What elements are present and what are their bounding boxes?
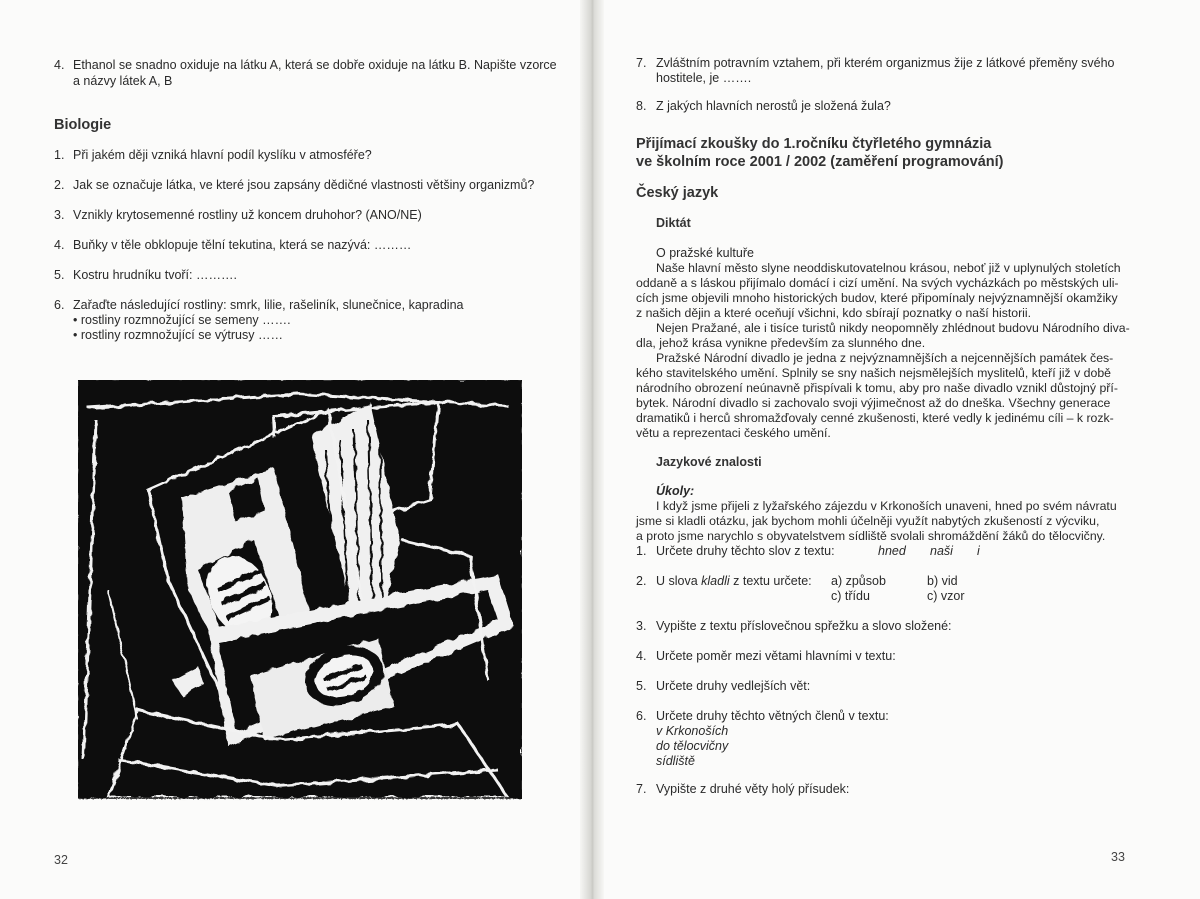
- q4-line2: a názvy látek A, B: [73, 74, 173, 88]
- bio-q2-number: 2.: [54, 178, 65, 192]
- task7-text: Vypište z druhé věty holý přísudek:: [656, 782, 850, 796]
- task2-option-c1: c) třídu: [831, 589, 870, 603]
- exam-heading-line2: ve školním roce 2001 / 2002 (zaměření programování): [636, 154, 1004, 170]
- bio-q5-text: Kostru hrudníku tvoří: ……….: [73, 268, 237, 282]
- q8-line1: Z jakých hlavních nerostů je složená žula?: [656, 99, 891, 113]
- tasks-intro-line2: jsme si kladli otázku, jak bychom mohli účelněji využít nabytých zkušeností z výcviku,: [636, 514, 1100, 529]
- bio-q3-number: 3.: [54, 208, 65, 222]
- dictation-p1-line4: z našich dějin a které oceňují všichni, kdo sbírají poznatky o naší historii.: [636, 306, 1032, 321]
- dictation-heading: Diktát: [656, 216, 691, 230]
- dictation-p1-line2: oddaně a s láskou přijímalo domácí i cizí umění. Na svých vycházkách po městských uli-: [636, 276, 1119, 291]
- task3-text: Vypište z textu příslovečnou spřežku a slovo složené:: [656, 619, 952, 633]
- dictation-p2-line2: dla, jehož krása vynikne především za slunného dne.: [636, 336, 926, 351]
- tasks-intro: [636, 499, 1117, 544]
- q8-number: 8.: [636, 99, 647, 113]
- q7-line2: hostitele, je …….: [656, 71, 752, 85]
- bio-q1-number: 1.: [54, 148, 65, 162]
- dictation-p3-line1: Pražské Národní divadlo je jedna z nejvýznamnějších a nejcennějších památek čes-: [656, 351, 1114, 365]
- task2-number: 2.: [636, 574, 647, 588]
- bio-q6-number: 6.: [54, 298, 65, 312]
- exam-heading-line1: Přijímací zkoušky do 1.ročníku čtyřletého gymnázia: [636, 136, 992, 152]
- dictation-paragraph-3: [636, 351, 1118, 442]
- left-page: [0, 0, 590, 899]
- task2-option-b: b) vid: [927, 574, 958, 588]
- task3-number: 3.: [636, 619, 647, 633]
- bio-q4-number: 4.: [54, 238, 65, 252]
- task5-text: Určete druhy vedlejších vět:: [656, 679, 811, 693]
- task4-number: 4.: [636, 649, 647, 663]
- bio-q6-bullet-seeds: • rostliny rozmnožující se semeny …….: [73, 313, 291, 327]
- task6-text: Určete druhy těchto větných členů v textu:: [656, 709, 889, 723]
- tasks-intro-line1: I když jsme přijeli z lyžařského zájezdu v Krkonoších unaveni, hned po svém návratu: [656, 499, 1117, 513]
- task1-word-hned: hned: [878, 544, 906, 558]
- page-number-left: 32: [54, 853, 68, 867]
- language-heading: Jazykové znalosti: [656, 455, 762, 469]
- task2-text: [656, 574, 812, 589]
- task2-word: kladli: [701, 574, 730, 588]
- task2-option-a: a) způsob: [831, 574, 886, 588]
- dictation-p3-line5: dramatiků i herců shromažďovaly cenné zkušenosti, které vedly k jedinému cíli – k rozk-: [636, 411, 1114, 426]
- dictation-paragraph-1: [636, 261, 1121, 321]
- task6-item-telocvicny: do tělocvičny: [656, 739, 729, 753]
- task5-number: 5.: [636, 679, 647, 693]
- bio-q6-bullet-spores: • rostliny rozmnožující se výtrusy ……: [73, 328, 283, 342]
- biology-heading: Biologie: [54, 117, 112, 133]
- task6-item-sidliste: sídliště: [656, 754, 695, 768]
- page-number-right: 33: [1111, 850, 1125, 864]
- bio-q6-text: Zařaďte následující rostliny: smrk, lilie, rašeliník, slunečnice, kapradina: [73, 298, 464, 312]
- bio-q4-text: Buňky v těle obklopuje tělní tekutina, která se nazývá: ………: [73, 238, 412, 252]
- dictation-p3-line6: větu a reprezentaci českého umění.: [636, 426, 831, 441]
- task6-item-krkonosich: v Krkonoších: [656, 724, 729, 738]
- dictation-title: O pražské kultuře: [656, 246, 754, 260]
- dictation-p3-line4: bytek. Národní divadlo si zachovalo svoji výjimečnost až do dneška. Všechny generace: [636, 396, 1111, 411]
- task1-word-nasi: naši: [930, 544, 953, 558]
- task1-word-i: i: [977, 544, 980, 558]
- bio-q2-text: Jak se označuje látka, ve které jsou zapsány dědičné vlastnosti většiny organizmů?: [73, 178, 535, 192]
- woodcut-illustration: [78, 380, 522, 812]
- task2-option-c2: c) vzor: [927, 589, 965, 603]
- task6-number: 6.: [636, 709, 647, 723]
- q4-line1: Ethanol se snadno oxiduje na látku A, která se dobře oxiduje na látku B. Napište vzorce: [73, 58, 557, 72]
- dictation-p1-line1: Naše hlavní město slyne neoddiskutovatelnou krásou, neboť již v uplynulých stoletích: [656, 261, 1121, 275]
- task2-post: z textu určete:: [729, 574, 812, 588]
- q4-number: 4.: [54, 58, 65, 72]
- bio-q5-number: 5.: [54, 268, 65, 282]
- task7-number: 7.: [636, 782, 647, 796]
- right-page: [600, 0, 1200, 899]
- task2-pre: U slova: [656, 574, 702, 588]
- task1-number: 1.: [636, 544, 647, 558]
- czech-heading: Český jazyk: [636, 185, 719, 201]
- dictation-p2-line1: Nejen Pražané, ale i tisíce turistů nikdy neopomněly zhlédnout budovu Národního diva-: [656, 321, 1130, 335]
- tasks-intro-line3: a proto jsme narychlo s obyvatelstvem sídliště svolali shromáždění žáků do tělocvičny.: [636, 529, 1106, 544]
- bio-q1-text: Při jakém ději vzniká hlavní podíl kyslíku v atmosféře?: [73, 148, 372, 162]
- task4-text: Určete poměr mezi větami hlavními v textu:: [656, 649, 896, 663]
- q7-number: 7.: [636, 56, 647, 70]
- task1-text: Určete druhy těchto slov z textu:: [656, 544, 835, 558]
- tasks-label: Úkoly:: [656, 484, 695, 498]
- dictation-paragraph-2: [636, 321, 1130, 351]
- q7-line1: Zvláštním potravním vztahem, při kterém organizmus žije z látkové přeměny svého: [656, 56, 1115, 70]
- dictation-p3-line2: kého stavitelského umění. Splnily se sny našich nejsmělejších myslitelů, kteří již v době: [636, 366, 1112, 381]
- bio-q3-text: Vznikly krytosemenné rostliny už koncem druhohor? (ANO/NE): [73, 208, 422, 222]
- dictation-p3-line3: národního obrození neúnavně přispívali k tomu, aby pro naše divadlo vznikl důstojný pří-: [636, 381, 1118, 396]
- dictation-p1-line3: cích jsme objevili mnoho historických budov, které připomínaly nejvýznamnější okamžiky: [636, 291, 1118, 306]
